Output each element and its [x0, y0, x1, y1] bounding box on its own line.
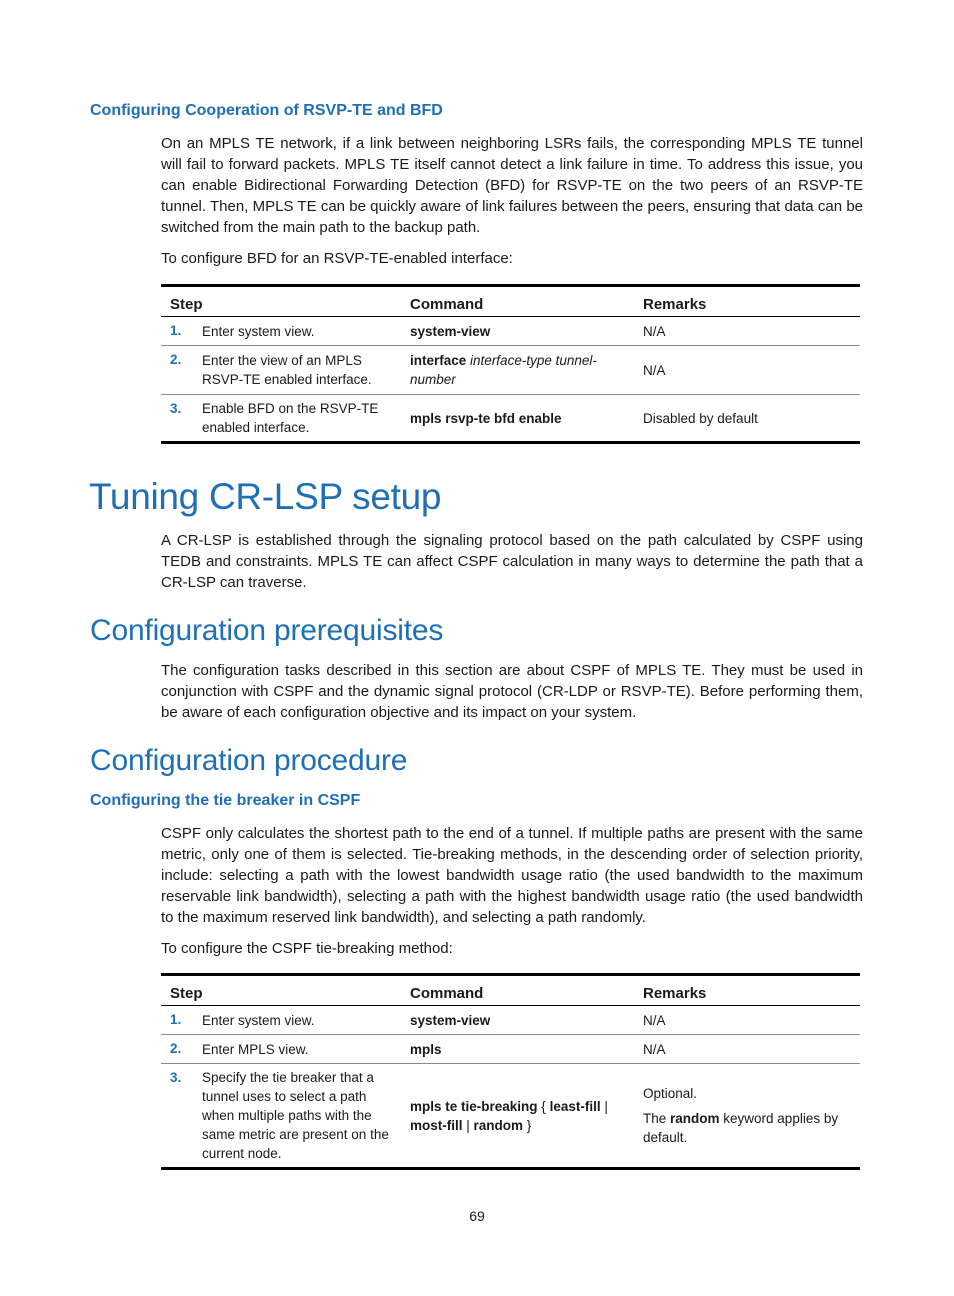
step-command: [401, 346, 634, 395]
step-remarks: [634, 1064, 860, 1169]
command-keyword: mpls te tie-breaking: [410, 1098, 538, 1114]
table-row: [161, 395, 860, 443]
column-header-command: Command: [401, 286, 634, 317]
command-keyword: mpls: [410, 1041, 442, 1057]
step-remarks: N/A: [634, 1035, 860, 1064]
section-heading-tie-breaker: Configuring the tie breaker in CSPF: [90, 792, 361, 809]
section-heading-rsvp-te-bfd: Configuring Cooperation of RSVP-TE and BFD: [90, 102, 443, 119]
section-title-prerequisites: Configuration prerequisites: [90, 614, 444, 647]
step-description: Enter system view.: [202, 1012, 315, 1028]
step-description: Enable BFD on the RSVP-TE enabled interface.: [194, 395, 401, 443]
step-description: Specify the tie breaker that a tunnel uses to select a path when multiple paths with the same metric are present on the current node.: [194, 1064, 401, 1169]
table-row: [161, 1035, 860, 1064]
step-command: [401, 1035, 634, 1064]
command-option-most-fill: most-fill: [410, 1117, 463, 1133]
step-number: 3.: [161, 1064, 194, 1169]
step-description: Enter system view.: [202, 323, 315, 339]
paragraph-rsvp-te-bfd: On an MPLS TE network, if a link between neighboring LSRs fails, the corresponding MPLS TE tunnel will fail to forward packets. MPLS TE itself cannot detect a link failure in time. To address this issue, you can enable Bidirectional Forwarding Detection (BFD) for RSVP-TE on the two peers of an RSVP-TE tunnel. Then, MPLS TE can be quickly aware of link failures between the peers, ensuring that data can be switched from the main path to the backup path.: [161, 135, 863, 236]
remarks-pre: The: [643, 1111, 671, 1126]
step-command: [401, 1006, 634, 1035]
table-row: [161, 346, 860, 395]
step-description: Enter the view of an MPLS RSVP-TE enabled interface.: [194, 346, 401, 395]
command-option-random: random: [473, 1117, 524, 1133]
column-header-step: Step: [161, 286, 401, 317]
paragraph-tie-breaker: CSPF only calculates the shortest path to the end of a tunnel. If multiple paths are present with the same metric, only one of them is selected. Tie-breaking methods, in the descending order of selection priority, include: selecting a path with the lowest bandwidth usage ratio (the used bandwidth to the maximum reservable link bandwidth), selecting a path with the highest bandwidth usage ratio (the used bandwidth to the maximum reserved link bandwidth), and selecting a path randomly.: [161, 825, 863, 926]
step-number: 1.: [170, 323, 182, 338]
step-remarks: N/A: [643, 323, 666, 339]
command-brace-close: }: [523, 1117, 532, 1133]
step-remarks: N/A: [643, 1012, 666, 1028]
page-number: 69: [469, 1208, 485, 1224]
step-remarks: N/A: [634, 346, 860, 395]
step-command: [401, 395, 634, 443]
command-separator: |: [462, 1117, 474, 1133]
table-row: [161, 1006, 860, 1035]
remarks-keyword: random: [670, 1111, 720, 1126]
paragraph-prerequisites: The configuration tasks described in this section are about CSPF of MPLS TE. They must be used in conjunction with CSPF and the dynamic signal protocol (CR-LDP or RSVP-TE). Before performing them, be aware of each configuration objective and its impact on your system.: [161, 662, 863, 721]
column-header-remarks: Remarks: [634, 975, 860, 1006]
column-header-remarks: Remarks: [634, 286, 860, 317]
step-command: [401, 317, 634, 346]
command-argument: interface-type tunnel-number: [410, 353, 597, 387]
column-header-step: Step: [161, 975, 401, 1006]
remarks-optional: Optional.: [643, 1086, 698, 1101]
command-keyword: mpls rsvp-te bfd enable: [410, 410, 562, 426]
command-keyword: system-view: [410, 323, 491, 339]
step-number: 1.: [170, 1012, 182, 1027]
step-number: 2.: [161, 346, 194, 395]
step-remarks: Disabled by default: [634, 395, 860, 443]
bfd-config-table: [161, 284, 860, 444]
step-command: [401, 1064, 634, 1169]
command-separator: |: [600, 1098, 608, 1114]
table-row: [161, 1064, 860, 1169]
command-keyword: system-view: [410, 1012, 491, 1028]
remarks-post: keyword applies by default.: [643, 1111, 839, 1145]
page-title-tuning-cr-lsp: Tuning CR-LSP setup: [89, 476, 442, 517]
step-number: 3.: [161, 395, 194, 443]
section-title-procedure: Configuration procedure: [90, 744, 408, 777]
command-brace-open: {: [537, 1098, 550, 1114]
tie-breaker-config-table: [161, 973, 860, 1170]
step-number: 2.: [161, 1035, 194, 1064]
table-intro-bfd: To configure BFD for an RSVP-TE-enabled interface:: [161, 250, 513, 267]
command-keyword: interface: [410, 353, 467, 368]
table-intro-tie-breaker: To configure the CSPF tie-breaking method:: [161, 940, 453, 957]
paragraph-cr-lsp: A CR-LSP is established through the signaling protocol based on the path calculated by CSPF using TEDB and constraints. MPLS TE can affect CSPF calculation in many ways to determine the path that a CR-LSP can traverse.: [161, 532, 863, 591]
table-row: [161, 317, 860, 346]
command-option-least-fill: least-fill: [549, 1098, 601, 1114]
step-description: Enter MPLS view.: [194, 1035, 401, 1064]
column-header-command: Command: [401, 975, 634, 1006]
